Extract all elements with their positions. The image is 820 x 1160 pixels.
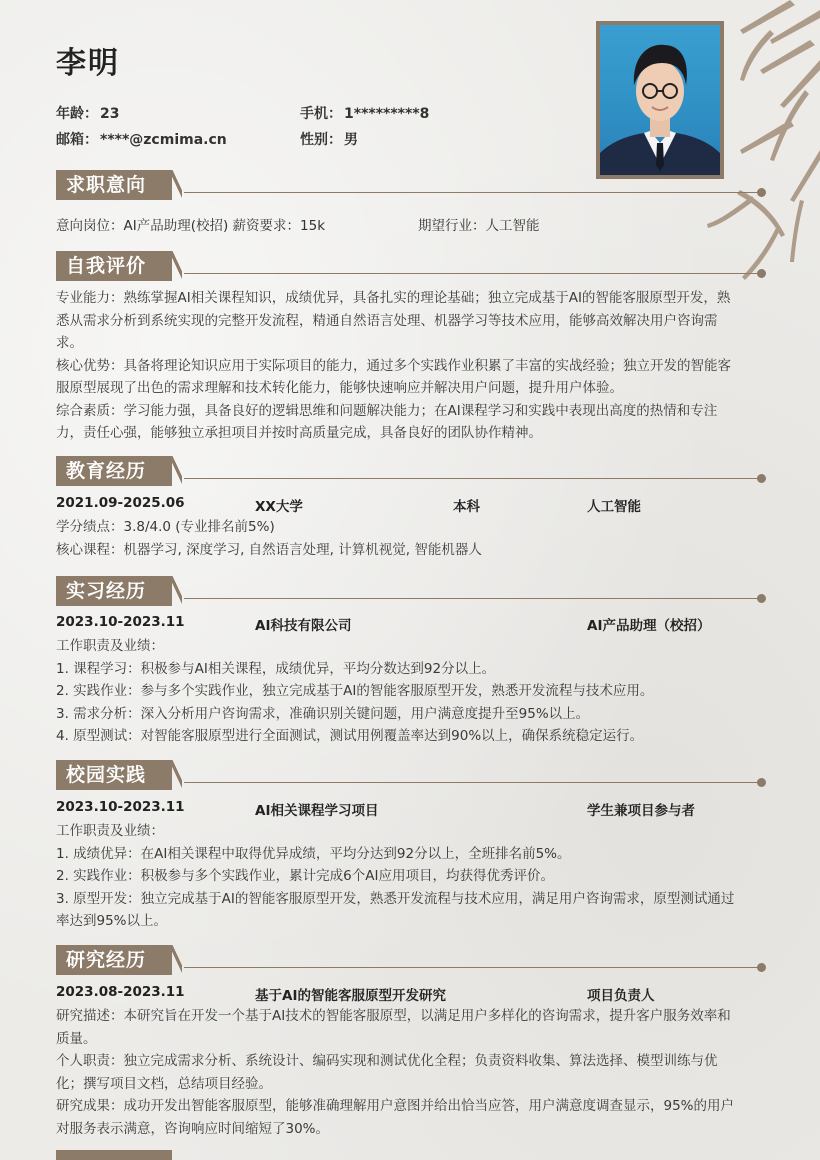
research-project: 基于AI的智能客服原型开发研究 bbox=[255, 988, 446, 1004]
research-role: 项目负责人 bbox=[587, 988, 655, 1004]
section-divider bbox=[184, 192, 758, 193]
campus-line: 1. 成绩优异：在AI相关课程中取得优异成绩，平均分达到92分以上，全班排名前5%。 bbox=[56, 845, 571, 862]
next-section-tab-partial bbox=[56, 1150, 172, 1160]
section-header-intent bbox=[56, 170, 766, 200]
profile-photo-frame bbox=[596, 21, 724, 179]
section-dot bbox=[757, 594, 766, 603]
self-eval-line: 服原型展现了出色的需求理解和技术转化能力，能够快速响应并解决用户问题，提升用户体验。 bbox=[56, 380, 623, 396]
age-label: 年龄： bbox=[56, 106, 98, 122]
section-title-education: 教育经历 bbox=[56, 456, 172, 486]
section-header-self bbox=[56, 251, 766, 281]
section-divider bbox=[184, 967, 758, 968]
phone-label: 手机： bbox=[300, 106, 342, 122]
campus-line: 2. 实践作业：积极参与多个实践作业，累计完成6个AI应用项目，均获得优秀评价。 bbox=[56, 868, 554, 884]
email-info bbox=[56, 129, 227, 149]
section-dot bbox=[757, 269, 766, 278]
internship-period: 2023.10-2023.11 bbox=[56, 614, 185, 630]
section-header-internship bbox=[56, 576, 766, 606]
candidate-name: 李明 bbox=[56, 46, 120, 81]
internship-role: AI产品助理（校招） bbox=[587, 618, 711, 634]
self-eval-line: 专业能力：熟练掌握AI相关课程知识，成绩优异，具备扎实的理论基础；独立完成基于AI的智能客服原型开发，熟 bbox=[56, 290, 731, 306]
education-line: 核心课程：机器学习, 深度学习, 自然语言处理, 计算机视觉, 智能机器人 bbox=[56, 541, 482, 558]
gender-info bbox=[300, 129, 358, 149]
research-details bbox=[56, 1005, 768, 1140]
portrait-illustration bbox=[600, 25, 720, 175]
research-line: 研究描述：本研究旨在开发一个基于AI技术的智能客服原型，以满足用户多样化的咨询需求，提升客户服务效率和 bbox=[56, 1008, 731, 1024]
education-details bbox=[56, 516, 768, 561]
internship-company: AI科技有限公司 bbox=[255, 618, 352, 634]
self-eval-line: 求。 bbox=[56, 335, 83, 351]
section-title-internship: 实习经历 bbox=[56, 576, 172, 606]
self-eval-line: 核心优势：具备将理论知识应用于实际项目的能力，通过多个实践作业积累了丰富的实战经验；独立开发的智能客 bbox=[56, 357, 731, 374]
intent-position: 意向岗位：AI产品助理(校招) 薪资要求：15k bbox=[56, 218, 326, 234]
section-title-self: 自我评价 bbox=[56, 251, 172, 281]
intent-industry: 期望行业：人工智能 bbox=[418, 218, 540, 234]
email-label: 邮箱： bbox=[56, 132, 98, 148]
phone-info bbox=[300, 103, 429, 123]
section-divider bbox=[184, 478, 758, 479]
section-dot bbox=[757, 474, 766, 483]
phone-value: 1*********8 bbox=[344, 106, 430, 122]
section-dot bbox=[757, 188, 766, 197]
age-value: 23 bbox=[100, 106, 120, 122]
education-degree: 本科 bbox=[453, 499, 480, 515]
section-divider bbox=[184, 782, 758, 783]
section-title-intent: 求职意向 bbox=[56, 170, 172, 200]
gender-value: 男 bbox=[344, 132, 358, 148]
section-title-campus: 校园实践 bbox=[56, 760, 172, 790]
campus-period: 2023.10-2023.11 bbox=[56, 799, 185, 815]
campus-role: 学生兼项目参与者 bbox=[587, 803, 695, 819]
internship-line: 1. 课程学习：积极参与AI相关课程，成绩优异，平均分数达到92分以上。 bbox=[56, 660, 496, 677]
education-major: 人工智能 bbox=[587, 499, 641, 515]
self-eval-line: 力，责任心强，能够独立承担项目并按时高质量完成，具备良好的团队协作精神。 bbox=[56, 425, 542, 441]
email-value: ****@zcmima.cn bbox=[100, 132, 227, 148]
section-divider bbox=[184, 598, 758, 599]
internship-line: 工作职责及业绩： bbox=[56, 638, 164, 654]
self-eval-line: 悉从需求分析到系统实现的完整开发流程，精通自然语言处理、机器学习等技术应用，能够高效解决用户咨询需 bbox=[56, 312, 718, 329]
age-info bbox=[56, 103, 119, 123]
education-period: 2021.09-2025.06 bbox=[56, 495, 185, 511]
internship-details bbox=[56, 635, 768, 748]
internship-line: 4. 原型测试：对智能客服原型进行全面测试，测试用例覆盖率达到90%以上，确保系统稳定运行。 bbox=[56, 728, 644, 744]
research-line: 个人职责：独立完成需求分析、系统设计、编码实现和测试优化全程；负责资料收集、算法选择、模型训练与优 bbox=[56, 1053, 718, 1069]
research-line: 化；撰写项目文档，总结项目经验。 bbox=[56, 1075, 272, 1092]
internship-line: 2. 实践作业：参与多个实践作业，独立完成基于AI的智能客服原型开发，熟悉开发流程与技术应用。 bbox=[56, 683, 654, 699]
research-line: 对服务表示满意，咨询响应时间缩短了30%。 bbox=[56, 1120, 330, 1137]
section-dot bbox=[757, 778, 766, 787]
research-line: 研究成果：成功开发出智能客服原型，能够准确理解用户意图并给出恰当应答，用户满意度调查显示，95%的用户 bbox=[56, 1098, 735, 1114]
campus-line: 工作职责及业绩： bbox=[56, 823, 164, 839]
gender-label: 性别： bbox=[300, 132, 342, 148]
campus-line: 率达到95%以上。 bbox=[56, 913, 168, 929]
section-header-campus bbox=[56, 760, 766, 790]
section-divider bbox=[184, 273, 758, 274]
research-line: 质量。 bbox=[56, 1030, 97, 1047]
section-title-research: 研究经历 bbox=[56, 945, 172, 975]
section-dot bbox=[757, 963, 766, 972]
campus-project: AI相关课程学习项目 bbox=[255, 803, 379, 819]
campus-details bbox=[56, 820, 768, 933]
section-header-research bbox=[56, 945, 766, 975]
campus-line: 3. 原型开发：独立完成基于AI的智能客服原型开发，熟悉开发流程与技术应用，满足用户咨询需求，原型测试通过 bbox=[56, 890, 735, 907]
education-line: 学分绩点：3.8/4.0 (专业排名前5%) bbox=[56, 519, 275, 535]
internship-line: 3. 需求分析：深入分析用户咨询需求，准确识别关键问题，用户满意度提升至95%以上。 bbox=[56, 705, 590, 722]
section-header-education bbox=[56, 456, 766, 486]
profile-photo bbox=[600, 25, 720, 175]
self-eval-text bbox=[56, 287, 768, 445]
education-school: XX大学 bbox=[255, 499, 303, 515]
research-period: 2023.08-2023.11 bbox=[56, 984, 185, 1000]
self-eval-line: 综合素质：学习能力强，具备良好的逻辑思维和问题解决能力；在AI课程学习和实践中表现出高度的热情和专注 bbox=[56, 402, 718, 419]
